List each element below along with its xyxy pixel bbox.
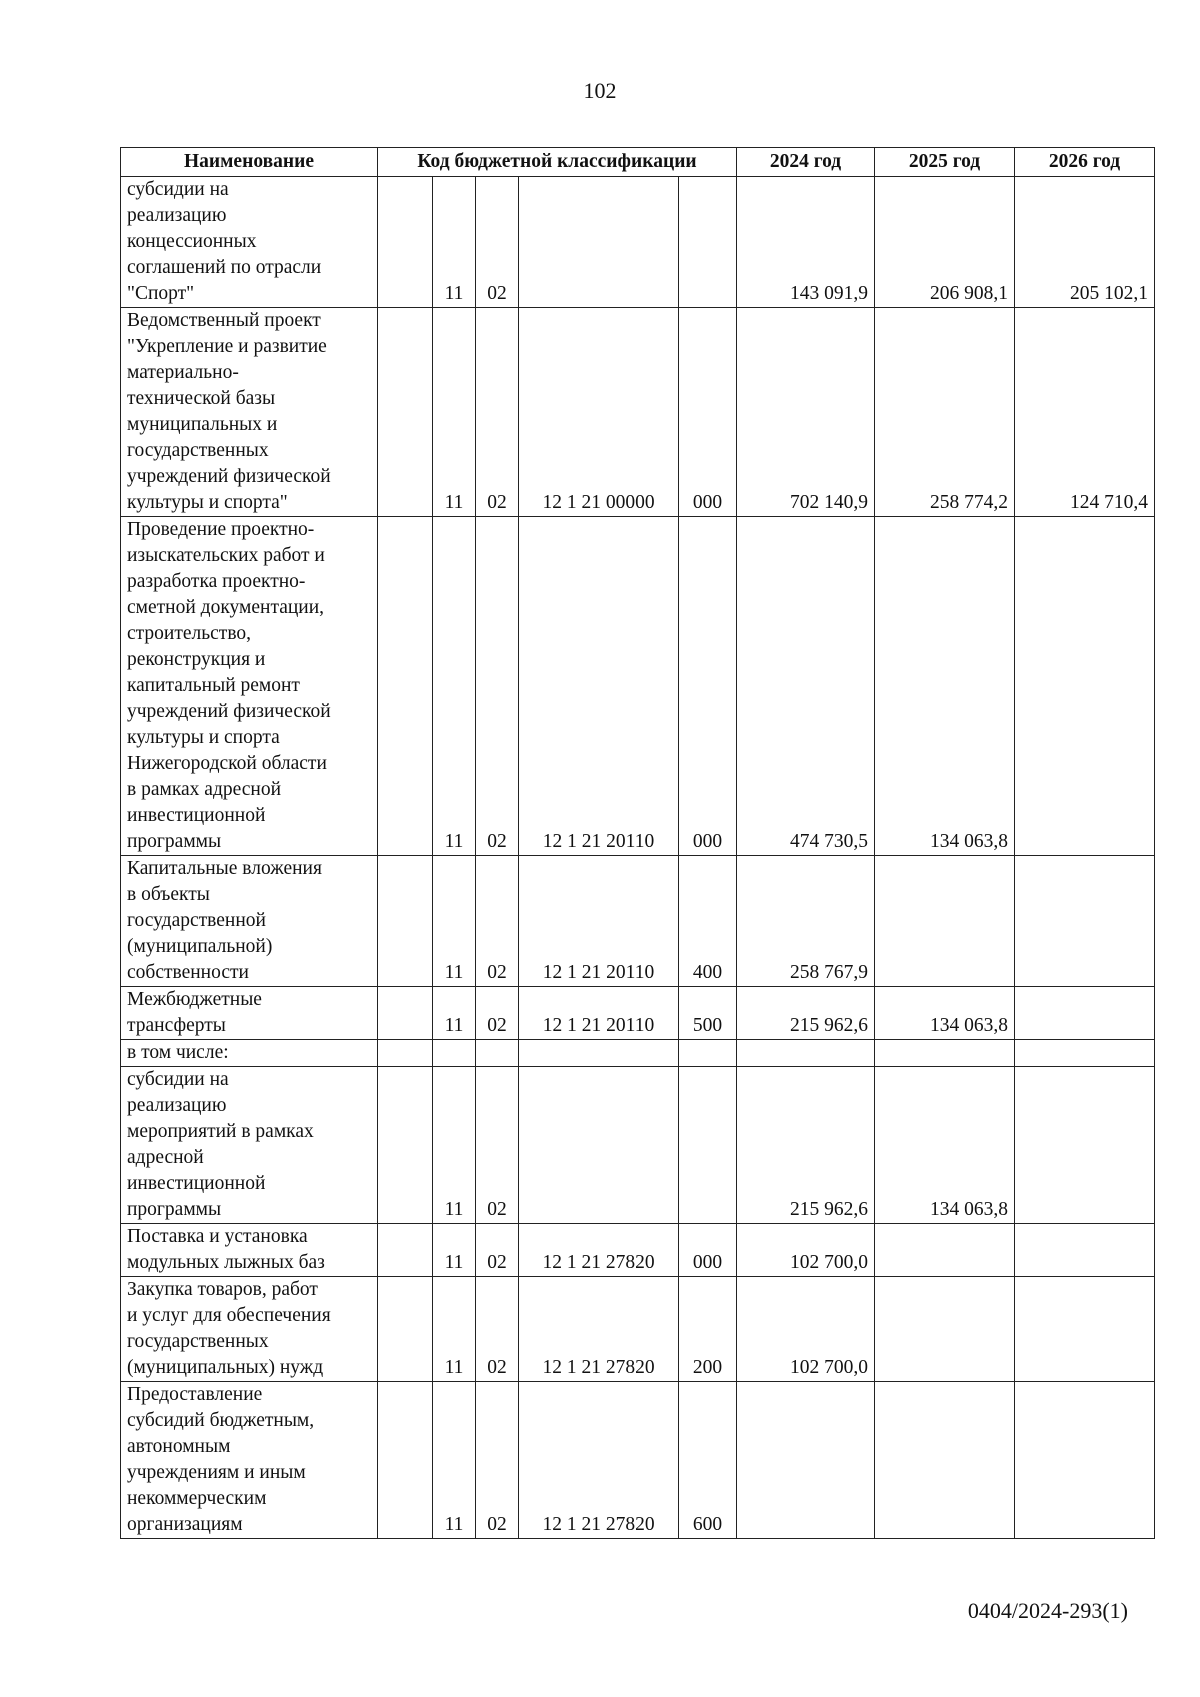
cell-subsection: 02 xyxy=(476,517,519,856)
cell-code-1 xyxy=(378,987,433,1040)
cell-expense-type: 400 xyxy=(679,856,737,987)
cell-2026 xyxy=(1015,987,1155,1040)
budget-table xyxy=(120,147,1155,1539)
cell-target-article: 12 1 21 00000 xyxy=(519,308,679,517)
header-name: Наименование xyxy=(121,148,378,177)
cell-2026 xyxy=(1015,1277,1155,1382)
cell-2025: 134 063,8 xyxy=(875,517,1015,856)
cell-target-article xyxy=(519,177,679,308)
cell-code-1 xyxy=(378,517,433,856)
table-row xyxy=(121,856,1155,987)
cell-subsection: 02 xyxy=(476,1067,519,1224)
cell-section: 11 xyxy=(433,177,476,308)
cell-subsection xyxy=(476,1040,519,1067)
cell-2026 xyxy=(1015,1382,1155,1539)
cell-name: Капитальные вложения в объекты государственной (муниципальной) собственности xyxy=(121,856,378,987)
cell-section: 11 xyxy=(433,1382,476,1539)
cell-2025 xyxy=(875,1224,1015,1277)
cell-expense-type xyxy=(679,177,737,308)
cell-2024: 258 767,9 xyxy=(737,856,875,987)
cell-section: 11 xyxy=(433,856,476,987)
table-row xyxy=(121,517,1155,856)
header-code: Код бюджетной классификации xyxy=(378,148,737,177)
table-row xyxy=(121,1040,1155,1067)
cell-2025 xyxy=(875,1277,1015,1382)
cell-2025 xyxy=(875,1040,1015,1067)
cell-2025: 206 908,1 xyxy=(875,177,1015,308)
cell-subsection: 02 xyxy=(476,856,519,987)
cell-2026: 205 102,1 xyxy=(1015,177,1155,308)
cell-expense-type: 000 xyxy=(679,308,737,517)
cell-2024: 702 140,9 xyxy=(737,308,875,517)
cell-code-1 xyxy=(378,308,433,517)
cell-2025: 134 063,8 xyxy=(875,1067,1015,1224)
table-header-row xyxy=(121,148,1155,177)
cell-section: 11 xyxy=(433,987,476,1040)
cell-name: Проведение проектно- изыскательских работ и разработка проектно- сметной документации, строительство, реконструкция и капитальный ремонт учреждений физической культуры и спорта Нижегородской области в рамках адресной инвестиционной программы xyxy=(121,517,378,856)
cell-target-article xyxy=(519,1067,679,1224)
cell-expense-type xyxy=(679,1040,737,1067)
cell-expense-type: 000 xyxy=(679,517,737,856)
page-number: 102 xyxy=(583,78,617,103)
cell-code-1 xyxy=(378,856,433,987)
cell-subsection: 02 xyxy=(476,1224,519,1277)
header-2025: 2025 год xyxy=(875,148,1015,177)
cell-name: Межбюджетные трансферты xyxy=(121,987,378,1040)
cell-expense-type: 600 xyxy=(679,1382,737,1539)
cell-expense-type: 000 xyxy=(679,1224,737,1277)
cell-2025 xyxy=(875,1382,1015,1539)
cell-expense-type: 200 xyxy=(679,1277,737,1382)
cell-name: в том числе: xyxy=(121,1040,378,1067)
table-row xyxy=(121,1224,1155,1277)
cell-2026 xyxy=(1015,517,1155,856)
cell-2025: 134 063,8 xyxy=(875,987,1015,1040)
cell-target-article: 12 1 21 27820 xyxy=(519,1277,679,1382)
cell-name: Закупка товаров, работ и услуг для обеспечения государственных (муниципальных) нужд xyxy=(121,1277,378,1382)
cell-subsection: 02 xyxy=(476,177,519,308)
cell-code-1 xyxy=(378,1067,433,1224)
cell-section: 11 xyxy=(433,517,476,856)
table-row xyxy=(121,1067,1155,1224)
cell-section: 11 xyxy=(433,1224,476,1277)
cell-2026 xyxy=(1015,1040,1155,1067)
cell-code-1 xyxy=(378,1382,433,1539)
cell-name: субсидии на реализацию концессионных соглашений по отрасли "Спорт" xyxy=(121,177,378,308)
cell-target-article: 12 1 21 20110 xyxy=(519,987,679,1040)
cell-section: 11 xyxy=(433,1277,476,1382)
cell-subsection: 02 xyxy=(476,308,519,517)
cell-expense-type xyxy=(679,1067,737,1224)
cell-2024 xyxy=(737,1040,875,1067)
cell-2024: 102 700,0 xyxy=(737,1224,875,1277)
cell-target-article: 12 1 21 20110 xyxy=(519,517,679,856)
cell-subsection: 02 xyxy=(476,987,519,1040)
cell-name: субсидии на реализацию мероприятий в рамках адресной инвестиционной программы xyxy=(121,1067,378,1224)
cell-target-article: 12 1 21 27820 xyxy=(519,1224,679,1277)
header-2026: 2026 год xyxy=(1015,148,1155,177)
table-row xyxy=(121,1382,1155,1539)
cell-section xyxy=(433,1040,476,1067)
cell-target-article: 12 1 21 20110 xyxy=(519,856,679,987)
cell-subsection: 02 xyxy=(476,1382,519,1539)
document-code: 0404/2024-293(1) xyxy=(967,1598,1128,1623)
cell-2026: 124 710,4 xyxy=(1015,308,1155,517)
cell-2024: 102 700,0 xyxy=(737,1277,875,1382)
cell-2025: 258 774,2 xyxy=(875,308,1015,517)
cell-2024: 143 091,9 xyxy=(737,177,875,308)
cell-2024: 474 730,5 xyxy=(737,517,875,856)
cell-2024 xyxy=(737,1382,875,1539)
cell-2024: 215 962,6 xyxy=(737,987,875,1040)
table-row xyxy=(121,987,1155,1040)
table-row xyxy=(121,308,1155,517)
cell-2026 xyxy=(1015,1067,1155,1224)
cell-2026 xyxy=(1015,856,1155,987)
cell-2025 xyxy=(875,856,1015,987)
cell-name: Предоставление субсидий бюджетным, автономным учреждениям и иным некоммерческим организациям xyxy=(121,1382,378,1539)
header-2024: 2024 год xyxy=(737,148,875,177)
cell-code-1 xyxy=(378,177,433,308)
cell-subsection: 02 xyxy=(476,1277,519,1382)
cell-code-1 xyxy=(378,1040,433,1067)
table-row xyxy=(121,177,1155,308)
table-body xyxy=(121,177,1155,1539)
cell-code-1 xyxy=(378,1224,433,1277)
cell-2026 xyxy=(1015,1224,1155,1277)
cell-section: 11 xyxy=(433,308,476,517)
cell-expense-type: 500 xyxy=(679,987,737,1040)
cell-2024: 215 962,6 xyxy=(737,1067,875,1224)
cell-name: Поставка и установка модульных лыжных баз xyxy=(121,1224,378,1277)
table-row xyxy=(121,1277,1155,1382)
cell-section: 11 xyxy=(433,1067,476,1224)
cell-code-1 xyxy=(378,1277,433,1382)
cell-name: Ведомственный проект "Укрепление и развитие материально- технической базы муниципальных и государственных учреждений физической культуры и спорта" xyxy=(121,308,378,517)
cell-target-article: 12 1 21 27820 xyxy=(519,1382,679,1539)
cell-target-article xyxy=(519,1040,679,1067)
